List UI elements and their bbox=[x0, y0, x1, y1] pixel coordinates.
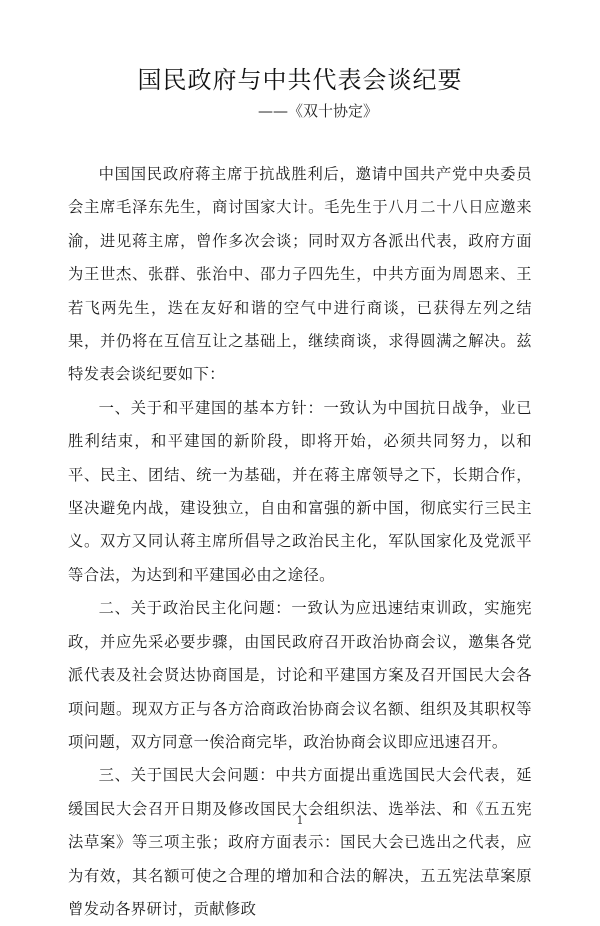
page-number: 1 bbox=[296, 814, 304, 827]
document-title: 国民政府与中共代表会谈纪要 bbox=[137, 66, 463, 94]
paragraph-section-3: 三、关于国民大会问题：中共方面提出重选国民大会代表，延缓国民大会召开日期及修改国民大会组织法、选举法、和《五五宪法草案》等三项主张；政府方面表示：国民大会已选出之代表，应为有效，其名额可使之合理的增加和合法的解决，五五宪法草案原曾发动各界研讨，贡献修政 bbox=[68, 766, 532, 918]
document-body bbox=[68, 158, 532, 926]
document-subtitle: ——《双十协定》 bbox=[258, 102, 379, 120]
paragraph-section-2: 二、关于政治民主化问题：一致认为应迅速结束训政，实施宪政，并应先采必要步骤，由国民政府召开政治协商会议，邀集各党派代表及社会贤达协商国是，讨论和平建国方案及召开国民大会各项问题。现双方正与各方洽商政治协商会议名额、组织及其职权等项问题，双方同意一俟洽商完毕，政治协商会议即应迅速召开。 bbox=[68, 599, 532, 751]
paragraph-section-1: 一、关于和平建国的基本方针：一致认为中国抗日战争，业已胜利结束，和平建国的新阶段，即将开始，必须共同努力，以和平、民主、团结、统一为基础，并在蒋主席领导之下，长期合作，坚决避免内战，建设独立，自由和富强的新中国，彻底实行三民主义。双方又同认蒋主席所倡导之政治民主化，军队国家化及党派平等合法，为达到和平建国必由之途径。 bbox=[68, 398, 532, 584]
paragraph-intro: 中国国民政府蒋主席于抗战胜利后，邀请中国共产党中央委员会主席毛泽东先生，商讨国家大计。毛先生于八月二十八日应邀来渝，进见蒋主席，曾作多次会谈；同时双方各派出代表，政府方面为王世杰、张群、张治中、邵力子四先生，中共方面为周恩来、王若飞两先生，迭在友好和谐的空气中进行商谈，已获得左列之结果，并仍将在互信互让之基础上，继续商谈，求得圆满之解决。兹特发表会谈纪要如下： bbox=[68, 165, 532, 384]
